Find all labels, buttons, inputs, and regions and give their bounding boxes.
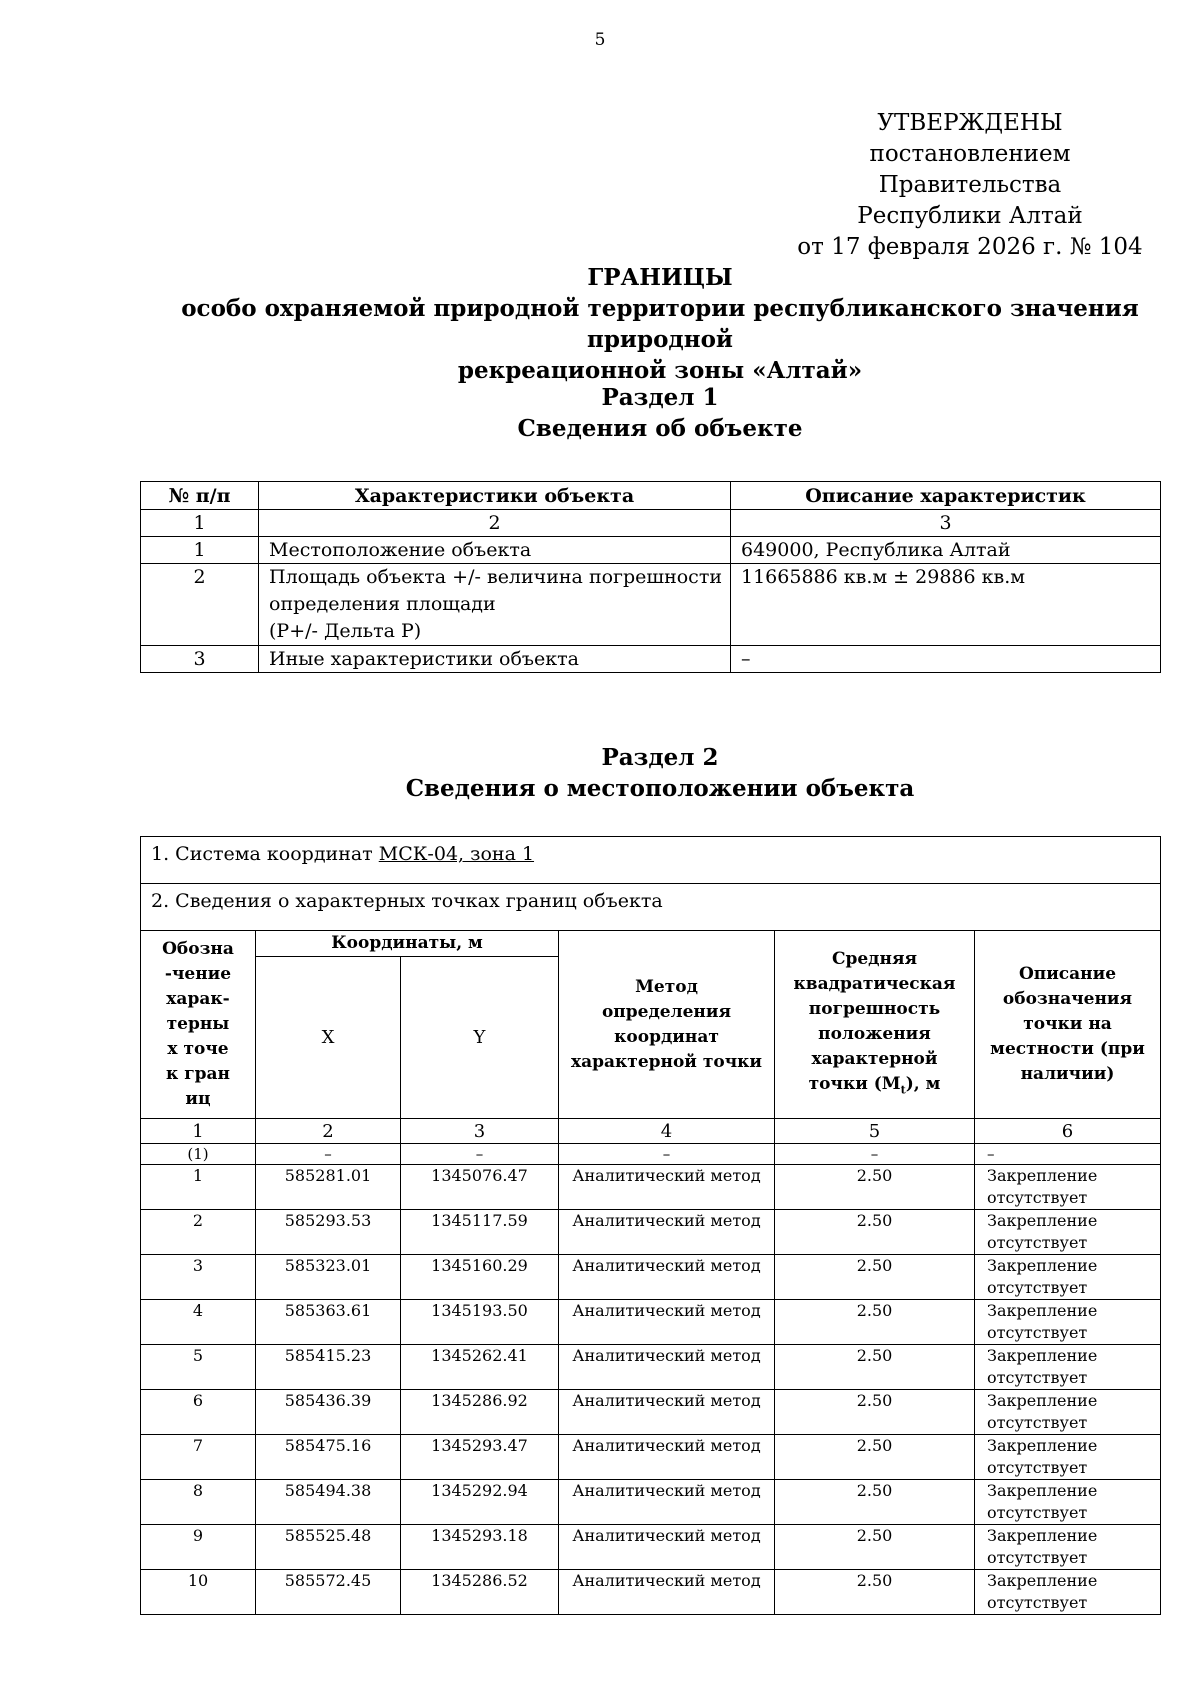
object-info-table bbox=[140, 481, 1161, 673]
point-method: Аналитический метод bbox=[559, 1570, 775, 1615]
point-error: 2.50 bbox=[775, 1570, 975, 1615]
point-y: 1345286.92 bbox=[401, 1390, 559, 1435]
points-title-row bbox=[141, 884, 1161, 931]
point-description-text: Закрепление отсутствует bbox=[987, 1346, 1098, 1387]
point-description-text: Закрепление отсутствует bbox=[987, 1436, 1098, 1477]
table-header-row bbox=[141, 931, 1161, 957]
point-x: 585525.48 bbox=[256, 1525, 401, 1570]
method-header: Метод определения координат характерной точки bbox=[559, 931, 775, 1119]
page-number: 5 bbox=[594, 30, 606, 50]
description-cell: – bbox=[731, 646, 1161, 673]
point-x: 585293.53 bbox=[256, 1210, 401, 1255]
point-id: 2 bbox=[141, 1210, 256, 1255]
designation-header bbox=[141, 931, 256, 1119]
point-method: Аналитический метод bbox=[559, 1255, 775, 1300]
point-y: 1345292.94 bbox=[401, 1480, 559, 1525]
characteristic-cell: Местоположение объекта bbox=[259, 537, 731, 564]
approval-line-2: постановлением Правительства bbox=[869, 141, 1071, 198]
point-error: 2.50 bbox=[775, 1210, 975, 1255]
error-header-sub: t bbox=[900, 1083, 906, 1097]
table-row bbox=[141, 1525, 1161, 1570]
point-method: Аналитический метод bbox=[559, 1480, 775, 1525]
point-description bbox=[975, 1210, 1161, 1255]
y-header: Y bbox=[401, 957, 559, 1119]
description-cell: 11665886 кв.м ± 29886 кв.м bbox=[731, 564, 1161, 646]
table-row bbox=[141, 1480, 1161, 1525]
point-y: 1345076.47 bbox=[401, 1165, 559, 1210]
column-number: 2 bbox=[259, 510, 731, 537]
point-description bbox=[975, 1390, 1161, 1435]
dash-cell: – bbox=[775, 1144, 975, 1165]
point-id: 3 bbox=[141, 1255, 256, 1300]
column-number: 4 bbox=[559, 1119, 775, 1144]
table-row bbox=[141, 564, 1161, 646]
approval-line-1: УТВЕРЖДЕНЫ bbox=[877, 110, 1063, 136]
point-id: 5 bbox=[141, 1345, 256, 1390]
row-number: 1 bbox=[141, 537, 259, 564]
title-line-2: особо охраняемой природной территории республиканского значения природной bbox=[181, 295, 1139, 353]
error-header-tail: ), м bbox=[905, 1073, 941, 1094]
point-description bbox=[975, 1300, 1161, 1345]
column-number-row bbox=[141, 510, 1161, 537]
point-method: Аналитический метод bbox=[559, 1435, 775, 1480]
point-x: 585475.16 bbox=[256, 1435, 401, 1480]
point-y: 1345117.59 bbox=[401, 1210, 559, 1255]
dash-cell: – bbox=[559, 1144, 775, 1165]
point-error: 2.50 bbox=[775, 1300, 975, 1345]
point-method: Аналитический метод bbox=[559, 1300, 775, 1345]
point-method: Аналитический метод bbox=[559, 1390, 775, 1435]
coord-system-row bbox=[141, 837, 1161, 884]
point-y: 1345262.41 bbox=[401, 1345, 559, 1390]
point-description-text: Закрепление отсутствует bbox=[987, 1166, 1098, 1207]
point-x: 585436.39 bbox=[256, 1390, 401, 1435]
point-x: 585363.61 bbox=[256, 1300, 401, 1345]
dash-cell: – bbox=[975, 1144, 1161, 1165]
table-row bbox=[141, 646, 1161, 673]
point-y: 1345286.52 bbox=[401, 1570, 559, 1615]
table-row bbox=[141, 1210, 1161, 1255]
point-description-text: Закрепление отсутствует bbox=[987, 1211, 1098, 1252]
column-number: 3 bbox=[731, 510, 1161, 537]
boundary-points-table bbox=[140, 836, 1161, 1615]
point-x: 585494.38 bbox=[256, 1480, 401, 1525]
table-row bbox=[141, 1570, 1161, 1615]
point-id: 4 bbox=[141, 1300, 256, 1345]
dash-cell: – bbox=[256, 1144, 401, 1165]
point-x: 585323.01 bbox=[256, 1255, 401, 1300]
section1-heading bbox=[140, 382, 1180, 444]
header-cell: Характеристики объекта bbox=[259, 482, 731, 510]
dash-cell: (1) bbox=[141, 1144, 256, 1165]
table-row bbox=[141, 1435, 1161, 1480]
row-number: 3 bbox=[141, 646, 259, 673]
point-description bbox=[975, 1480, 1161, 1525]
point-error: 2.50 bbox=[775, 1435, 975, 1480]
point-description bbox=[975, 1435, 1161, 1480]
coords-header: Координаты, м bbox=[256, 931, 559, 957]
point-description bbox=[975, 1525, 1161, 1570]
point-method: Аналитический метод bbox=[559, 1525, 775, 1570]
point-description-text: Закрепление отсутствует bbox=[987, 1571, 1098, 1612]
row-number: 2 bbox=[141, 564, 259, 646]
column-number: 6 bbox=[975, 1119, 1161, 1144]
point-description bbox=[975, 1570, 1161, 1615]
column-number: 5 bbox=[775, 1119, 975, 1144]
characteristic-cell bbox=[259, 564, 731, 646]
characteristic-text: Площадь объекта +/- величина погрешности определения площади bbox=[269, 566, 722, 615]
approval-line-4: от 17 февраля 2026 г. № 104 bbox=[797, 234, 1143, 260]
point-method: Аналитический метод bbox=[559, 1210, 775, 1255]
document-title bbox=[140, 262, 1180, 386]
dash-cell: – bbox=[401, 1144, 559, 1165]
description-cell: 649000, Республика Алтай bbox=[731, 537, 1161, 564]
table-header-row bbox=[141, 482, 1161, 510]
point-id: 10 bbox=[141, 1570, 256, 1615]
point-description bbox=[975, 1345, 1161, 1390]
coord-system-cell bbox=[141, 837, 1161, 884]
point-id: 7 bbox=[141, 1435, 256, 1480]
error-header-text: Средняя квадратическая погрешность положения характерной точки (M bbox=[793, 948, 956, 1094]
point-description-text: Закрепление отсутствует bbox=[987, 1301, 1098, 1342]
table-row bbox=[141, 537, 1161, 564]
section1-subtitle: Сведения об объекте bbox=[517, 415, 803, 442]
point-description-text: Закрепление отсутствует bbox=[987, 1526, 1098, 1567]
point-error: 2.50 bbox=[775, 1480, 975, 1525]
point-method: Аналитический метод bbox=[559, 1345, 775, 1390]
point-x: 585572.45 bbox=[256, 1570, 401, 1615]
section1-title: Раздел 1 bbox=[601, 384, 719, 411]
point-description-text: Закрепление отсутствует bbox=[987, 1391, 1098, 1432]
section2-heading bbox=[140, 742, 1180, 804]
characteristic-note: (Р+/- Дельта Р) bbox=[269, 620, 422, 642]
point-description-text: Закрепление отсутствует bbox=[987, 1256, 1098, 1297]
error-header bbox=[775, 931, 975, 1119]
point-id: 9 bbox=[141, 1525, 256, 1570]
coord-system-label: 1. Система координат bbox=[151, 843, 379, 865]
coord-system-value: МСК-04, зона 1 bbox=[378, 843, 535, 865]
approval-stamp bbox=[780, 108, 1160, 263]
description-header: Описание обозначения точки на местности (при наличии) bbox=[975, 931, 1161, 1119]
title-line-1: ГРАНИЦЫ bbox=[587, 264, 733, 291]
point-description bbox=[975, 1255, 1161, 1300]
section2-subtitle: Сведения о местоположении объекта bbox=[405, 775, 915, 802]
point-y: 1345160.29 bbox=[401, 1255, 559, 1300]
point-error: 2.50 bbox=[775, 1345, 975, 1390]
table-row bbox=[141, 1255, 1161, 1300]
table-row bbox=[141, 1300, 1161, 1345]
point-description bbox=[975, 1165, 1161, 1210]
points-title-cell: 2. Сведения о характерных точках границ объекта bbox=[141, 884, 1161, 931]
point-y: 1345293.47 bbox=[401, 1435, 559, 1480]
column-number: 1 bbox=[141, 510, 259, 537]
point-x: 585415.23 bbox=[256, 1345, 401, 1390]
title-line-3: рекреационной зоны «Алтай» bbox=[457, 357, 863, 384]
table-row bbox=[141, 1345, 1161, 1390]
column-number: 1 bbox=[141, 1119, 256, 1144]
column-number-row bbox=[141, 1119, 1161, 1144]
designation-header-text: Обозна-чение харак-терных точек границ bbox=[162, 939, 234, 1109]
point-error: 2.50 bbox=[775, 1255, 975, 1300]
approval-line-3: Республики Алтай bbox=[857, 203, 1083, 229]
point-y: 1345193.50 bbox=[401, 1300, 559, 1345]
point-error: 2.50 bbox=[775, 1525, 975, 1570]
point-id: 6 bbox=[141, 1390, 256, 1435]
point-id: 8 bbox=[141, 1480, 256, 1525]
point-x: 585281.01 bbox=[256, 1165, 401, 1210]
point-id: 1 bbox=[141, 1165, 256, 1210]
column-number: 3 bbox=[401, 1119, 559, 1144]
characteristic-cell: Иные характеристики объекта bbox=[259, 646, 731, 673]
point-rows bbox=[141, 1165, 1161, 1615]
section2-title: Раздел 2 bbox=[601, 744, 719, 771]
column-number: 2 bbox=[256, 1119, 401, 1144]
table-row bbox=[141, 1390, 1161, 1435]
point-error: 2.50 bbox=[775, 1165, 975, 1210]
dash-row bbox=[141, 1144, 1161, 1165]
point-description-text: Закрепление отсутствует bbox=[987, 1481, 1098, 1522]
header-cell: Описание характеристик bbox=[731, 482, 1161, 510]
x-header: X bbox=[256, 957, 401, 1119]
point-error: 2.50 bbox=[775, 1390, 975, 1435]
header-cell: № п/п bbox=[141, 482, 259, 510]
point-method: Аналитический метод bbox=[559, 1165, 775, 1210]
table-row bbox=[141, 1165, 1161, 1210]
point-y: 1345293.18 bbox=[401, 1525, 559, 1570]
